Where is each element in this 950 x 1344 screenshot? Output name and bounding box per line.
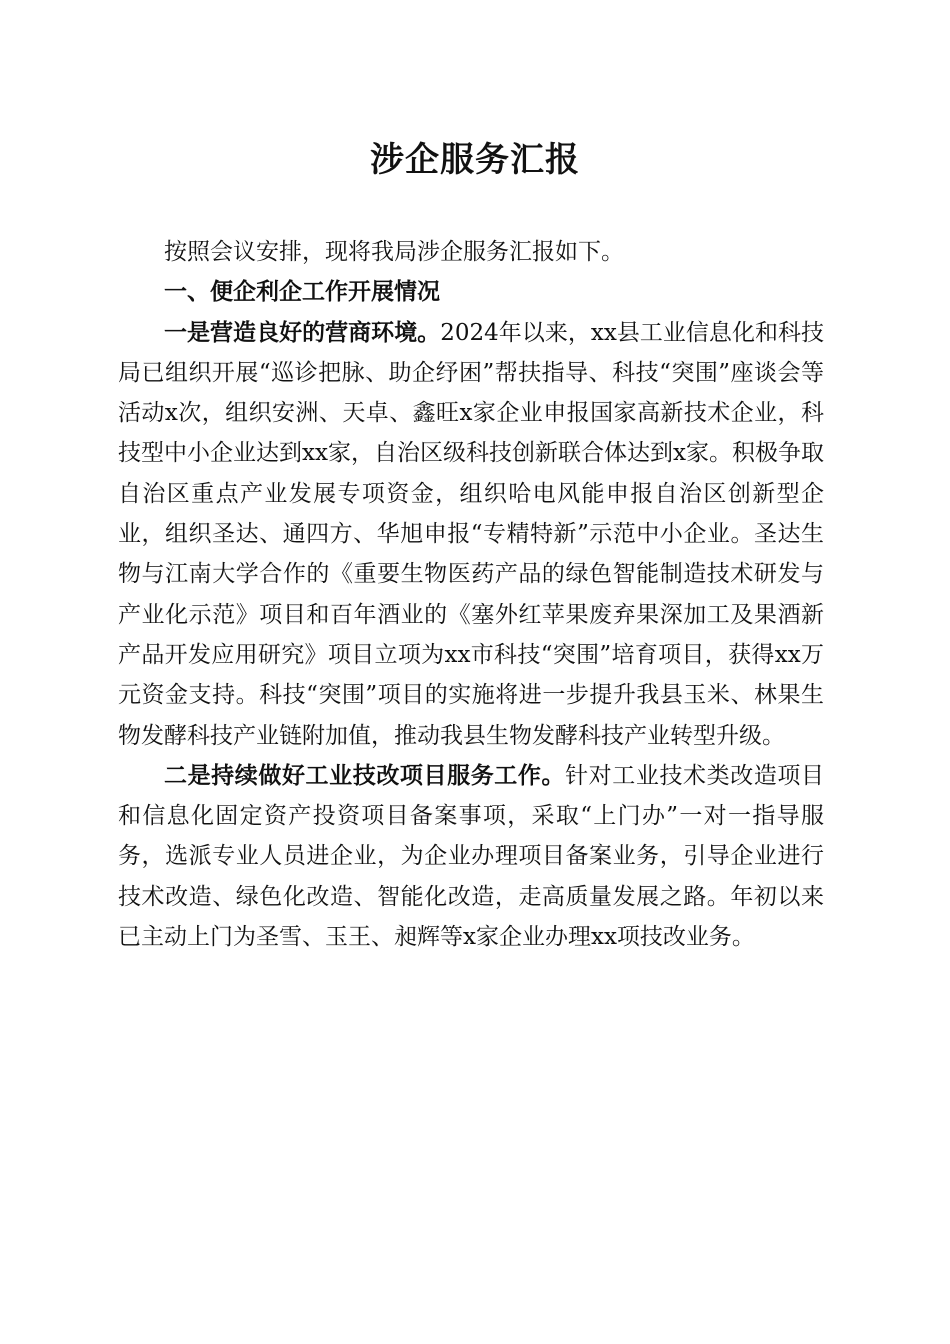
paragraph-tech-upgrade-service	[118, 756, 824, 957]
document-body	[118, 232, 824, 957]
section-heading: 一、便企利企工作开展情况	[164, 279, 440, 306]
paragraph-text: 2024年以来，xx县工业信息化和科技局已组织开展“巡诊把脉、助企纾困”帮扶指导、科技“突围”座谈会等活动x次，组织安洲、天卓、鑫旺x家企业申报国家高新技术企业，科技型中小企业达到xx家，自治区级科技创新联合体达到x家。积极争取自治区重点产业发展专项资金，组织哈电风能申报自治区创新型企业，组织圣达、通四方、华旭申报“专精特新”示范中小企业。圣达生物与江南大学合作的《重要生物医药产品的绿色智能制造技术研发与产业化示范》项目和百年酒业的《塞外红苹果废弃果深加工及果酒新产品开发应用研究》项目立项为xx市科技“突围”培育项目，获得xx万元资金支持。科技“突围”项目的实施将进一步提升我县玉米、林果生物发酵科技产业链附加值，推动我县生物发酵科技产业转型升级。	[118, 319, 825, 749]
document-title: 涉企服务汇报	[370, 140, 580, 180]
paragraph-lead: 二是持续做好工业技改项目服务工作。	[164, 761, 566, 789]
paragraph-text: 针对工业技术类改造项目和信息化固定资产投资项目备案事项，采取“上门办”一对一指导服务，选派专业人员进企业，为企业办理项目备案业务，引导企业进行技术改造、绿色化改造、智能化改造，走高质量发展之路。年初以来已主动上门为圣雪、玉王、昶辉等x家企业办理xx项技改业务。	[118, 762, 825, 951]
paragraph-business-environment	[118, 313, 824, 756]
paragraph-lead: 一是营造良好的营商环境。	[164, 318, 441, 346]
intro-paragraph: 按照会议安排，现将我局涉企服务汇报如下。	[164, 239, 624, 265]
